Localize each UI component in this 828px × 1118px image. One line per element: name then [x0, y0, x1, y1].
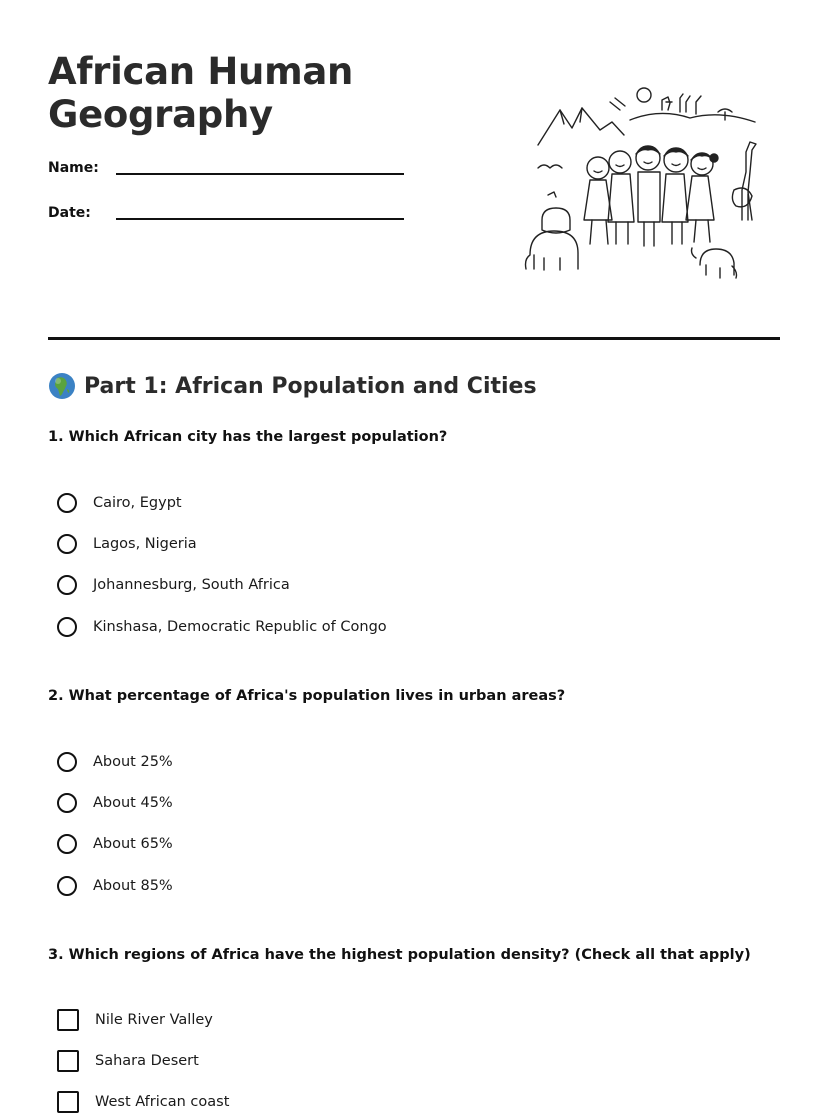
globe-africa-icon [48, 372, 76, 400]
option-label: Sahara Desert [95, 1053, 199, 1069]
radio-button[interactable] [57, 534, 77, 554]
radio-button[interactable] [57, 876, 77, 896]
q2-option-3[interactable] [57, 831, 173, 857]
question-2: 2. What percentage of Africa's population lives in urban areas? [48, 688, 566, 704]
option-label: About 45% [93, 795, 173, 811]
question-3: 3. Which regions of Africa have the highest population density? (Check all that apply) [48, 947, 751, 963]
q2-option-2[interactable] [57, 790, 173, 816]
part1-title-text: Part 1: African Population and Cities [84, 373, 537, 399]
question-1: 1. Which African city has the largest population? [48, 429, 448, 445]
option-label: Lagos, Nigeria [93, 536, 197, 552]
option-label: Cairo, Egypt [93, 495, 182, 511]
radio-button[interactable] [57, 617, 77, 637]
date-answer-line[interactable] [116, 218, 404, 220]
date-label: Date: [48, 205, 91, 221]
radio-button[interactable] [57, 793, 77, 813]
option-label: About 65% [93, 836, 173, 852]
header-divider [48, 337, 780, 340]
option-label: About 25% [93, 754, 173, 770]
option-label: West African coast [95, 1094, 230, 1110]
option-label: About 85% [93, 878, 173, 894]
q2-option-1[interactable] [57, 749, 173, 775]
checkbox[interactable] [57, 1009, 79, 1031]
q1-option-3[interactable] [57, 572, 290, 598]
part1-title [48, 372, 537, 400]
radio-button[interactable] [57, 575, 77, 595]
worksheet-title: African Human Geography [48, 50, 354, 136]
checkbox[interactable] [57, 1091, 79, 1113]
option-label: Johannesburg, South Africa [93, 577, 290, 593]
q1-option-2[interactable] [57, 531, 197, 557]
radio-button[interactable] [57, 752, 77, 772]
q2-option-4[interactable] [57, 873, 173, 899]
date-field [48, 205, 91, 221]
name-answer-line[interactable] [116, 173, 404, 175]
name-field [48, 160, 99, 176]
name-label: Name: [48, 160, 99, 176]
checkbox[interactable] [57, 1050, 79, 1072]
q3-option-3[interactable] [57, 1089, 229, 1115]
q1-option-1[interactable] [57, 490, 182, 516]
radio-button[interactable] [57, 493, 77, 513]
option-label: Kinshasa, Democratic Republic of Congo [93, 619, 387, 635]
option-label: Nile River Valley [95, 1012, 213, 1028]
q3-option-1[interactable] [57, 1007, 213, 1033]
children-animals-illustration [520, 80, 770, 285]
radio-button[interactable] [57, 834, 77, 854]
q1-option-4[interactable] [57, 614, 387, 640]
q3-option-2[interactable] [57, 1048, 199, 1074]
